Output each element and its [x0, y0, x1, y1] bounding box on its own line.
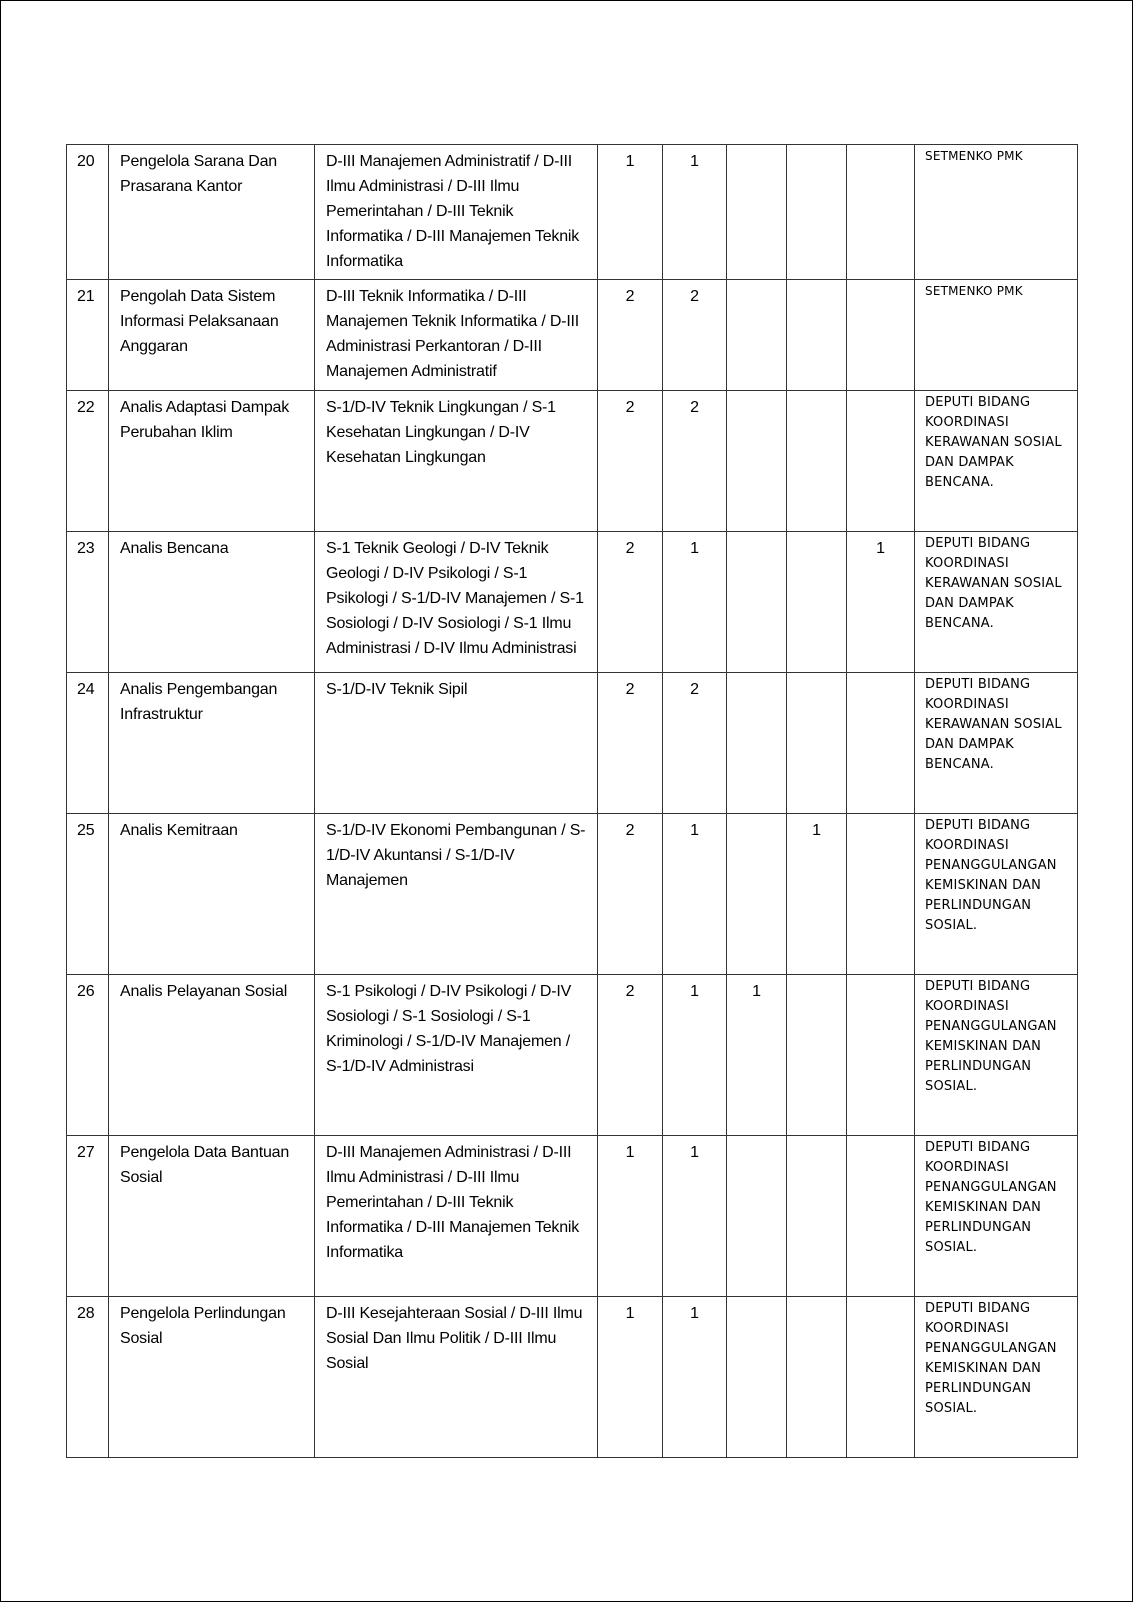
table-row [67, 532, 1078, 673]
position-name-cell: Pengelola Perlindungan Sosial [109, 1297, 315, 1458]
table-row [67, 673, 1078, 814]
table-row [67, 280, 1078, 391]
position-name-cell: Analis Bencana [109, 532, 315, 673]
qualification-cell: S-1/D-IV Teknik Sipil [315, 673, 598, 814]
count-cell: 1 [598, 1136, 663, 1297]
row-number-cell: 26 [67, 975, 109, 1136]
row-number-cell: 28 [67, 1297, 109, 1458]
count-cell: 2 [663, 280, 727, 391]
count-cell [787, 280, 847, 391]
count-cell: 1 [787, 814, 847, 975]
count-cell [847, 1136, 915, 1297]
position-name-cell: Analis Pelayanan Sosial [109, 975, 315, 1136]
count-cell [787, 532, 847, 673]
count-cell [727, 673, 787, 814]
row-number-cell: 23 [67, 532, 109, 673]
count-cell [727, 532, 787, 673]
count-cell: 1 [847, 532, 915, 673]
unit-cell: DEPUTI BIDANG KOORDINASI PENANGGULANGAN KEMISKINAN DAN PERLINDUNGAN SOSIAL. [915, 1136, 1078, 1297]
row-number-cell: 21 [67, 280, 109, 391]
row-number-cell: 20 [67, 145, 109, 280]
unit-cell: DEPUTI BIDANG KOORDINASI PENANGGULANGAN KEMISKINAN DAN PERLINDUNGAN SOSIAL. [915, 814, 1078, 975]
count-cell: 1 [663, 1136, 727, 1297]
count-cell: 2 [663, 673, 727, 814]
count-cell [847, 814, 915, 975]
count-cell [727, 1297, 787, 1458]
table-row [67, 975, 1078, 1136]
position-name-cell: Pengelola Sarana Dan Prasarana Kantor [109, 145, 315, 280]
count-cell: 1 [663, 145, 727, 280]
count-cell [787, 975, 847, 1136]
count-cell [787, 673, 847, 814]
row-number-cell: 25 [67, 814, 109, 975]
row-number-cell: 24 [67, 673, 109, 814]
unit-cell: DEPUTI BIDANG KOORDINASI KERAWANAN SOSIAL DAN DAMPAK BENCANA. [915, 391, 1078, 532]
qualification-cell: S-1 Psikologi / D-IV Psikologi / D-IV Sosiologi / S-1 Sosiologi / S-1 Kriminologi / S-1/D-IV Manajemen / S-1/D-IV Administrasi [315, 975, 598, 1136]
count-cell [727, 280, 787, 391]
count-cell [847, 1297, 915, 1458]
count-cell [847, 391, 915, 532]
qualification-cell: D-III Manajemen Administratif / D-III Ilmu Administrasi / D-III Ilmu Pemerintahan / D-III Teknik Informatika / D-III Manajemen Teknik Informatika [315, 145, 598, 280]
count-cell [727, 391, 787, 532]
count-cell: 1 [663, 814, 727, 975]
table-row [67, 1136, 1078, 1297]
unit-cell: DEPUTI BIDANG KOORDINASI PENANGGULANGAN KEMISKINAN DAN PERLINDUNGAN SOSIAL. [915, 1297, 1078, 1458]
position-table [66, 144, 1078, 1458]
count-cell: 2 [598, 532, 663, 673]
qualification-cell: S-1/D-IV Teknik Lingkungan / S-1 Kesehatan Lingkungan / D-IV Kesehatan Lingkungan [315, 391, 598, 532]
count-cell [727, 1136, 787, 1297]
count-cell [847, 280, 915, 391]
count-cell [787, 1297, 847, 1458]
table-row [67, 391, 1078, 532]
count-cell: 1 [598, 1297, 663, 1458]
table-row [67, 1297, 1078, 1458]
count-cell: 1 [663, 1297, 727, 1458]
count-cell: 2 [598, 391, 663, 532]
table-row [67, 145, 1078, 280]
count-cell: 1 [727, 975, 787, 1136]
position-name-cell: Analis Kemitraan [109, 814, 315, 975]
row-number-cell: 27 [67, 1136, 109, 1297]
count-cell [847, 975, 915, 1136]
qualification-cell: D-III Teknik Informatika / D-III Manajemen Teknik Informatika / D-III Administrasi Perkantoran / D-III Manajemen Administratif [315, 280, 598, 391]
count-cell: 1 [663, 532, 727, 673]
qualification-cell: D-III Kesejahteraan Sosial / D-III Ilmu Sosial Dan Ilmu Politik / D-III Ilmu Sosial [315, 1297, 598, 1458]
count-cell: 2 [598, 673, 663, 814]
unit-cell: DEPUTI BIDANG KOORDINASI KERAWANAN SOSIAL DAN DAMPAK BENCANA. [915, 532, 1078, 673]
count-cell: 1 [663, 975, 727, 1136]
count-cell: 1 [598, 145, 663, 280]
position-name-cell: Pengolah Data Sistem Informasi Pelaksanaan Anggaran [109, 280, 315, 391]
row-number-cell: 22 [67, 391, 109, 532]
qualification-cell: D-III Manajemen Administrasi / D-III Ilmu Administrasi / D-III Ilmu Pemerintahan / D-III Teknik Informatika / D-III Manajemen Teknik Informatika [315, 1136, 598, 1297]
count-cell [787, 391, 847, 532]
count-cell [847, 673, 915, 814]
count-cell [787, 145, 847, 280]
unit-cell: DEPUTI BIDANG KOORDINASI PENANGGULANGAN KEMISKINAN DAN PERLINDUNGAN SOSIAL. [915, 975, 1078, 1136]
position-name-cell: Pengelola Data Bantuan Sosial [109, 1136, 315, 1297]
count-cell [727, 145, 787, 280]
count-cell: 2 [598, 280, 663, 391]
count-cell: 2 [598, 975, 663, 1136]
qualification-cell: S-1 Teknik Geologi / D-IV Teknik Geologi / D-IV Psikologi / S-1 Psikologi / S-1/D-IV Manajemen / S-1 Sosiologi / D-IV Sosiologi / S-1 Ilmu Administrasi / D-IV Ilmu Administrasi [315, 532, 598, 673]
position-name-cell: Analis Adaptasi Dampak Perubahan Iklim [109, 391, 315, 532]
count-cell [847, 145, 915, 280]
count-cell [787, 1136, 847, 1297]
count-cell [727, 814, 787, 975]
unit-cell: SETMENKO PMK [915, 145, 1078, 280]
qualification-cell: S-1/D-IV Ekonomi Pembangunan / S-1/D-IV Akuntansi / S-1/D-IV Manajemen [315, 814, 598, 975]
count-cell: 2 [598, 814, 663, 975]
position-name-cell: Analis Pengembangan Infrastruktur [109, 673, 315, 814]
unit-cell: SETMENKO PMK [915, 280, 1078, 391]
table-row [67, 814, 1078, 975]
unit-cell: DEPUTI BIDANG KOORDINASI KERAWANAN SOSIAL DAN DAMPAK BENCANA. [915, 673, 1078, 814]
count-cell: 2 [663, 391, 727, 532]
